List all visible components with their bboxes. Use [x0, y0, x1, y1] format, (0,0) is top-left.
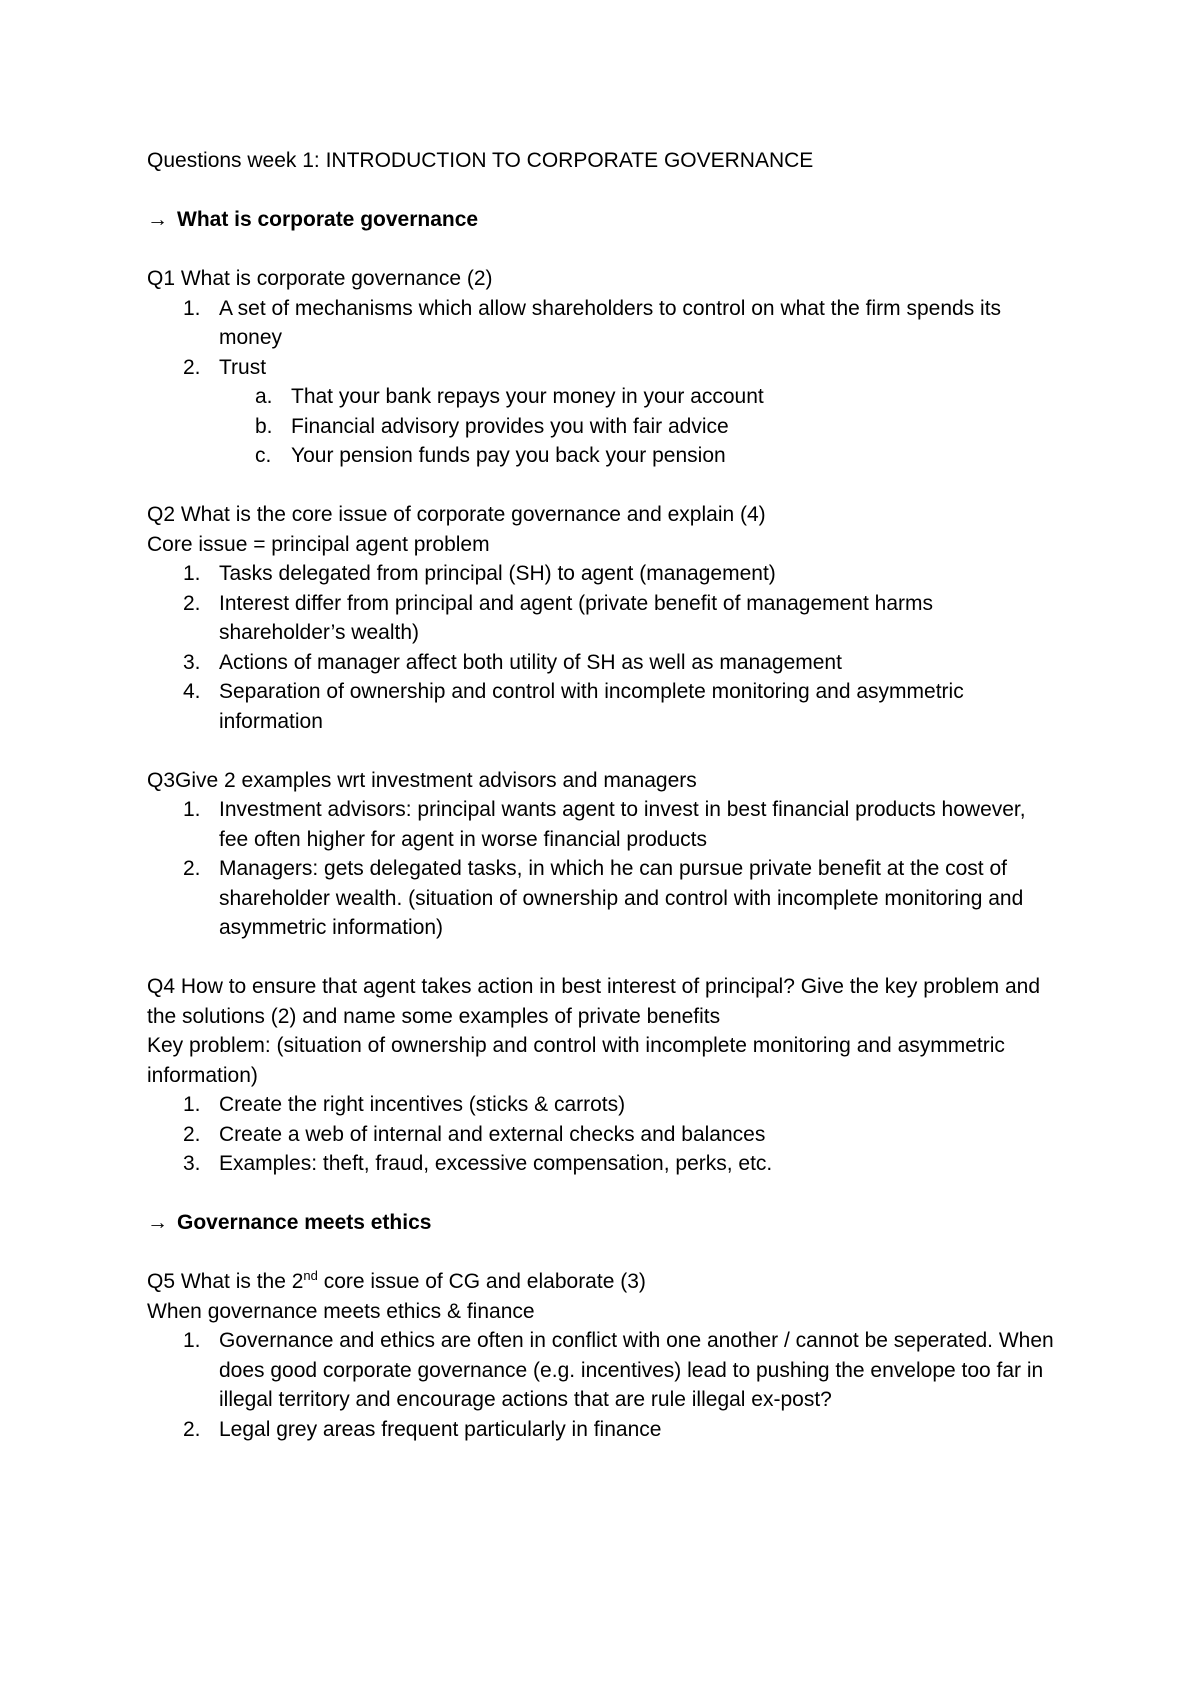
q2-intro: Core issue = principal agent problem — [147, 532, 490, 556]
list-number: 1. — [183, 562, 201, 585]
list-item — [147, 1326, 1060, 1415]
list-number: 3. — [183, 1152, 201, 1175]
list-number: 3. — [183, 650, 201, 674]
sub-list-item — [147, 382, 1060, 412]
document-title: Questions week 1: INTRODUCTION TO CORPORATE GOVERNANCE — [147, 149, 814, 172]
list-item-text: Interest differ from principal and agent (private benefit of management harms shareholder’s wealth) — [219, 591, 933, 644]
list-item — [147, 294, 1060, 353]
q5-list — [147, 1326, 1060, 1444]
list-item-text: Trust — [219, 355, 267, 379]
list-item-text: Separation of ownership and control with incomplete monitoring and asymmetric information — [219, 680, 964, 733]
list-item-text: Investment advisors: principal wants agent to invest in best financial products however, fee often higher for agent in worse financial products — [219, 798, 1026, 851]
section-heading-corporate-governance — [147, 205, 1060, 235]
q5-question-start: Q5 What is the 2 — [147, 1270, 304, 1293]
list-item — [147, 1149, 1060, 1179]
question-q4: Q4 How to ensure that agent takes action in best interest of principal? Give the key problem and the solutions (2) and name some examples of private benefits — [147, 975, 1041, 1028]
list-item-text: Your pension funds pay you back your pension — [291, 444, 726, 467]
q5-superscript: nd — [303, 1268, 318, 1283]
list-item — [147, 677, 1060, 736]
list-item — [147, 559, 1060, 589]
q5-intro: When governance meets ethics & finance — [147, 1299, 535, 1323]
list-item-text: Governance and ethics are often in conflict with one another / cannot be seperated. When does good corporate governance (e.g. incentives) lead to pushing the envelope too far in illegal territory and encourage actions that are rule illegal ex-post? — [219, 1329, 1054, 1411]
question-q5 — [147, 1267, 1060, 1297]
section-heading-governance-ethics — [147, 1208, 1060, 1238]
section-heading-text: What is corporate governance — [177, 208, 479, 231]
q5-question-end: core issue of CG and elaborate (3) — [317, 1270, 646, 1293]
q1-list — [147, 294, 1060, 383]
list-number: 2. — [183, 1417, 201, 1441]
q1-sublist — [147, 382, 1060, 471]
list-item — [147, 1120, 1060, 1150]
list-letter: c. — [255, 444, 272, 467]
q2-list — [147, 559, 1060, 736]
arrow-right-icon: → — [147, 208, 168, 231]
q3-list — [147, 795, 1060, 943]
question-q1: Q1 What is corporate governance (2) — [147, 267, 493, 290]
q4-list — [147, 1090, 1060, 1179]
list-number: 4. — [183, 680, 201, 703]
list-item-text: Managers: gets delegated tasks, in which he can pursue private benefit at the cost of shareholder wealth. (situation of ownership and control with incomplete monitoring and asymmetric information) — [219, 857, 1024, 939]
list-number: 2. — [183, 1122, 201, 1146]
list-item-text: Legal grey areas frequent particularly in finance — [219, 1417, 662, 1441]
section-heading-text: Governance meets ethics — [177, 1211, 432, 1234]
list-item-text: Financial advisory provides you with fair advice — [291, 414, 729, 438]
list-number: 1. — [183, 798, 201, 821]
list-item — [147, 854, 1060, 943]
list-letter: b. — [255, 414, 273, 438]
list-item-text: Create the right incentives (sticks & carrots) — [219, 1093, 626, 1116]
list-number: 1. — [183, 1093, 201, 1116]
list-item — [147, 589, 1060, 648]
list-number: 2. — [183, 857, 201, 880]
list-item — [147, 795, 1060, 854]
list-number: 1. — [183, 1329, 201, 1352]
question-q3: Q3Give 2 examples wrt investment advisors and managers — [147, 768, 697, 792]
list-item — [147, 1415, 1060, 1445]
list-item-text: Create a web of internal and external checks and balances — [219, 1122, 766, 1146]
list-item-text: Tasks delegated from principal (SH) to agent (management) — [219, 562, 776, 585]
list-number: 2. — [183, 591, 201, 615]
list-item-text: Actions of manager affect both utility of SH as well as management — [219, 650, 842, 674]
sub-list-item — [147, 441, 1060, 471]
list-item-text: Examples: theft, fraud, excessive compensation, perks, etc. — [219, 1152, 773, 1175]
sub-list-item — [147, 412, 1060, 442]
arrow-right-icon: → — [147, 1211, 168, 1234]
list-item — [147, 1090, 1060, 1120]
list-item — [147, 648, 1060, 678]
list-item-text: A set of mechanisms which allow shareholders to control on what the firm spends its money — [219, 296, 1002, 349]
question-q2: Q2 What is the core issue of corporate governance and explain (4) — [147, 503, 766, 526]
list-letter: a. — [255, 385, 273, 408]
list-item-text: That your bank repays your money in your account — [291, 385, 764, 408]
list-number: 1. — [183, 296, 201, 320]
list-number: 2. — [183, 355, 201, 379]
q4-intro: Key problem: (situation of ownership and control with incomplete monitoring and asymmetric information) — [147, 1034, 1005, 1087]
list-item — [147, 353, 1060, 383]
